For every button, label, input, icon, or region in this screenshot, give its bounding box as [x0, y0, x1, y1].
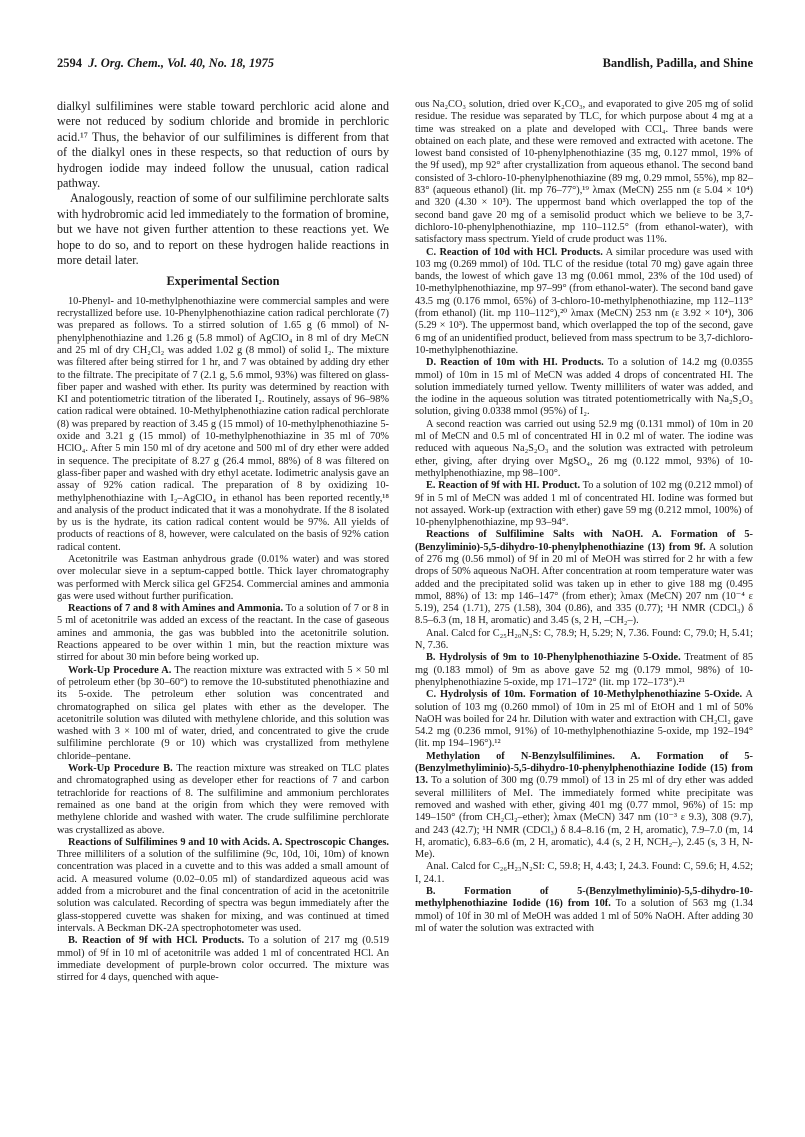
naoh-paragraph [415, 529, 753, 627]
journal-citation: J. Org. Chem., Vol. 40, No. 18, 1975 [88, 56, 275, 70]
formation-16-paragraph [415, 886, 753, 935]
formation-16-heading: B. Formation of 5-(Benzylmethyliminio)-5,5-dihydro-10-methylphenothiazine Iodide (16) from 10f. [415, 886, 753, 910]
workup-a-text: The reaction mixture was extracted with 5 × 50 ml of petroleum ether (bp 30–60°) to remove the 10-substituted phenothiazine and its 5-oxide. The petroleum ether solution was concentrated and chromatographed on silica gel plates with ether as the developer. The acetonitrile solution was diluted with methylene chloride, and this solution was washed with 3 × 100 ml of water, dried, and concentrated to give the crude sulfilimine perchlorate (9 or 10) which was crystallized from methylene chloride–pentane. [57, 664, 389, 762]
methylation-heading: Methylation of N-Benzylsulfilimines. A. Formation of 5-(Benzylmethyliminio)-5,5-dihydro-10-phenylphenothiazine Iodide (15) from 13. [415, 750, 753, 787]
hydrolysis-9m-text: Treatment of 85 mg (0.183 mmol) of 9m as above gave 52 mg (0.179 mmol, 98%) of 10-phenylphenothiazine 5-oxide, mp 171–172° (lit. mp 172–173°).²¹ [415, 652, 754, 688]
methylation-paragraph [415, 751, 753, 862]
second-reaction-paragraph: A second reaction was carried out using 52.9 mg (0.131 mmol) of 10m in 20 ml of MeCN and 0.5 ml of concentrated HI in 0.2 ml of water. The iodine was reduced with aqueous Na₂S₂O₃ and the solution was extracted with petroleum ether, giving, after drying over MgSO₄, 26 mg (0.122 mmol, 93%) of 10-methylphenothiazine, mp 98–100°. [415, 418, 753, 479]
reaction-10d-hcl-paragraph [415, 247, 753, 358]
left-column [57, 99, 389, 984]
reaction-9f-hcl-paragraph [57, 935, 389, 984]
header-left [57, 56, 274, 71]
workup-b-text: The reaction mixture was streaked on TLC plates and chromatographed using as developer ether for reactions of 7 and carbon tetrachloride for reactions of 8. The sulfilimine and ammonium perchlorates remained as one band at the origin from which they were removed with methylene chloride and washed with water. The crude sulfilimine perchlorate was crystallized as above. [57, 763, 389, 836]
intro-paragraph-1: dialkyl sulfilimines were stable toward perchloric acid alone and were not reduced by sodium chloride and bromide in perchloric acid.¹⁷ Thus, the behavior of our sulfilimines is different from that of the dialkyl ones in these respects, so that reduction of ours by hydrogen iodide may indeed follow the unusual, cation radical pathway. [57, 99, 389, 191]
formation-16-text: To a solution of 563 mg (1.34 mmol) of 10f in 30 ml of MeOH was added 1 ml of 50% NaOH. After adding 30 ml of water the solution was extracted with [415, 898, 753, 934]
reactions-paragraph [57, 603, 389, 664]
author-names: Bandlish, Padilla, and Shine [602, 56, 753, 70]
reaction-10m-hi-paragraph [415, 357, 753, 418]
acetonitrile-paragraph: Acetonitrile was Eastman anhydrous grade (0.01% water) and was stored over molecular sieve in a septum-capped bottle. Thick layer chromatography was performed with Merck silica gel GF254. Commercial amines and ammonia gas were used without further purification. [57, 554, 389, 602]
reaction-9f-hi-paragraph [415, 480, 753, 529]
reaction-9f-hi-text: To a solution of 102 mg (0.212 mmol) of 9f in 5 ml of MeCN was added 1 ml of concentrated HI. Iodine was formed but not assayed. Work-up (extraction with ether) gave 59 mg (0.212 mmol, 100%) of 10-phenylphenothiazine, mp 93–94°. [415, 480, 753, 529]
reaction-10d-hcl-text: A similar procedure was used with 103 mg (0.269 mmol) of 10d. TLC of the residue (total 70 mg) gave again three bands, the lowest of which gave 13 mg (0.061 mmol, 23% of the 10d used) of 10-methylphenothiazine, mp 97–99° (from ethanol-water). The second band gave 43.5 mg (0.176 mmol, 65%) of 3-chloro-10-methylphenothiazine, mp 112–113° (from ethanol) (lit. mp 110–112°),²⁰ λmax (MeCN) 253 nm (ε 3.92 × 10⁴), 306 (5.29 × 10³). The uppermost band, which overlapped the top of the second, gave 6 mg of an unidentified product, believed from mass spectrum to be 3,7-dichloro-10-methylphenothiazine. [415, 246, 754, 356]
spectroscopic-paragraph [57, 837, 389, 935]
reaction-10m-hi-text: To a solution of 14.2 mg (0.0355 mmol) of 10m in 15 ml of MeCN was added 4 drops of concentrated HI. The solution immediately turned yellow. Twenty milliliters of water was added, and the iodine in the aqueous solution was titrated potentiometrically with Na₂S₂O₃ solution, giving 0.0338 mmol (95%) of I₂. [415, 357, 753, 418]
workup-b-paragraph [57, 763, 389, 837]
materials-paragraph: 10-Phenyl- and 10-methylphenothiazine were commercial samples and were recrystallized before use. 10-Phenylphenothiazine cation radical perchlorate (7) was prepared as follows. To a stirred solution of 1.65 g (6 mmol) of N-phenylphenothiazine and 1.26 g (5.8 mmol) of AgClO₄ in 8 ml of dry MeCN and 25 ml of dry CH₂Cl₂ was added 1.02 g (8 mmol) of solid I₂. The mixture was filtered after being stirred for 1 hr, and 7 was obtained by adding dry ether to the filtrate. The precipitate of 7 (2.1 g, 5.6 mmol, 93%) was filtered on glass-fiber paper and washed with ether. Its purity was determined by reaction with KI and potentiometric titration of the liberated I₂. Routinely, assays of 96–98% cation radical were obtained. 10-Methylphenothiazine cation radical perchlorate (8) was prepared by reaction of 3.45 g (15 mmol) of 10-methylphenothiazine 5-oxide and 3.21 g (15 mmol) of 10-methylphenothiazine in 35 ml of 70% HClO₄. After 5 min 150 ml of dry acetone and 500 ml of dry ether were added in sequence. The precipitate of 8.27 g (26.4 mmol, 88%) of 8 was filtered on glass-fiber paper and washed with dry ethyl acetate. Iodimetric analysis gave an assay of 92% cation radical. The preparation of 8 by oxidizing 10-methylphenothiazine with I₂–AgClO₄ in ethanol has been reported recently,¹⁸ and analysis of the product indicated that it was a monohydrate. If the 8 isolated by us is the hydrate, its cation radical content would be 97%. All yields of products of reactions of 8, however, were calculated on the basis of 92% cation radical content. [57, 295, 389, 553]
hydrolysis-9m-heading: B. Hydrolysis of 9m to 10-Phenylphenothiazine 5-Oxide. [426, 652, 681, 664]
naoh-text: A solution of 276 mg (0.56 mmol) of 9f in 20 ml of MeOH was stirred for 2 hr with a few drops of 50% aqueous NaOH. After concentration at room temperature water was added and the precipitated solid was taken up in ether to give 188 mg (0.495 mmol, 88%) of 13: mp 146–147° (from ether); λmax (MeCN) 207 nm (10⁻⁴ ε 5.19), 254 (1.71), 275 (1.58), 304 (0.86), and 335 (0.77); ¹H NMR (CDCl₃) δ 8.5–6.3 (m, 18 H, aromatic) and 3.45 (s, 2 H, –CH₂–). [415, 541, 753, 627]
workup-b-heading: Work-Up Procedure B. [68, 763, 173, 775]
reaction-9f-hcl-text: To a solution of 217 mg (0.519 mmol) of 9f in 10 ml of acetonitrile was added 1 ml of concentrated HCl. An immediate development of purple-brown color occurred. The mixture was stirred for 4 days, quenched with aque- [57, 935, 389, 984]
reaction-9f-hcl-heading: B. Reaction of 9f with HCl. Products. [68, 935, 245, 947]
workup-a-paragraph [57, 665, 389, 763]
continuation-paragraph: ous Na₂CO₃ solution, dried over K₂CO₃, and evaporated to give 205 mg of solid residue. The residue was separated by TLC, for which purpose about 4 mg at a time was streaked on a plate and developed with CCl₄. Three bands were obtained on each plate, and these were removed and extracted with acetone. The lowest band consisted of 10-phenylphenothiazine (35 mg, 0.127 mmol, 19% of the 9f used), mp 92° after crystallization from aqueous ethanol. The second band consisted of 3-chloro-10-phenylphenothiazine (89 mg, 0.29 mmol, 55%), mp 82–83° (aqueous ethanol) (lit. mp 76–77°),¹⁹ λmax (MeCN) 255 nm (ε 5.04 × 10⁴) and 320 (4.30 × 10³). The uppermost band which overlapped the top of the second band gave 20 mg of a semisolid product which we believe to be 3,7-dichloro-10-phenylphenothiazine, mp 110–112.5° (from ethanol-water), with satisfactory mass spectrum. Yield of crude product was 11%. [415, 99, 753, 246]
hydrolysis-9m-paragraph [415, 652, 753, 689]
section-heading: Experimental Section [166, 274, 280, 289]
page-number: 2594 [57, 56, 82, 70]
spectroscopic-text: Three milliliters of a solution of the sulfilimine (9c, 10d, 10i, 10m) of known concentration was placed in a cuvette and to this was added a small amount of acid. A measured volume (0.02–0.05 ml) of standardized aqueous acid was added from a microburet and the final concentration of acid in the acetonitrile solution was calculated. Recording of spectra was begun immediately after the glass-stoppered cuvette was shaken for mixing, and was continued at timed intervals. A Beckman DK-2A spectrophotometer was used. [57, 849, 389, 934]
analysis-15-paragraph: Anal. Calcd for C₂₆H₂₃N₂SI: C, 59.8; H, 4.43; I, 24.3. Found: C, 59.6; H, 4.52; I, 24.1. [415, 861, 753, 885]
methylation-text: To a solution of 300 mg (0.79 mmol) of 13 in 25 ml of dry ether was added several milliliters of MeI. The immediately formed white precipitate was removed and washed with ether, giving 401 mg (0.77 mmol, 96%) of 15: mp 149–150° (from CH₂Cl₂–ether); λmax (MeCN) 347 nm (10⁻³ ε 9.3), 308 (9.7), and 243 (42.7); ¹H NMR (CDCl₃) δ 8.4–8.16 (m, 2 H, aromatic), 7.9–7.0 (m, 14 H, aromatic), 6.83–6.6 (m, 2 H, aromatic), 4.4 (s, 2 H, NCH₂–), 2.45 (s, 3 H, N-Me). [415, 775, 754, 861]
workup-a-heading: Work-Up Procedure A. [68, 664, 172, 676]
reaction-10m-hi-heading: D. Reaction of 10m with HI. Products. [426, 357, 604, 369]
running-header [57, 56, 753, 74]
reactions-text: To a solution of 7 or 8 in 5 ml of acetonitrile was added an excess of the reactant. In the case of gaseous amines and ammonia, the gas was bubbled into the acetonitrile solution. Reactions appeared to be over within 1 min, but the reaction mixture was stirred for about 30 min before being worked up. [57, 603, 389, 664]
reaction-9f-hi-heading: E. Reaction of 9f with HI. Product. [426, 480, 581, 492]
naoh-heading: Reactions of Sulfilimine Salts with NaOH. A. Formation of 5-(Benzyliminio)-5,5-dihydro-10-phenylphenothiazine (13) from 9f. [415, 529, 753, 553]
hydrolysis-10m-text: A solution of 103 mg (0.260 mmol) of 10m in 25 ml of EtOH and 1 ml of 50% NaOH was boiled for 24 hr. Dilution with water and extraction with CH₂Cl₂ gave 54.2 mg (0.236 mmol, 91%) of 10-methylphenothiazine 5-oxide, mp 192–194° (lit. mp 194–196°).¹² [415, 689, 753, 750]
right-column [415, 99, 753, 935]
reaction-10d-hcl-heading: C. Reaction of 10d with HCl. Products. [426, 246, 603, 258]
analysis-13-paragraph: Anal. Calcd for C₂₅H₂₀N₂S: C, 78.9; H, 5.29; N, 7.36. Found: C, 79.0; H, 5.41; N, 7.36. [415, 627, 753, 652]
reactions-heading: Reactions of 7 and 8 with Amines and Ammonia. [68, 603, 284, 615]
hydrolysis-10m-paragraph [415, 689, 753, 750]
hydrolysis-10m-heading: C. Hydrolysis of 10m. Formation of 10-Methylphenothiazine 5-Oxide. [426, 689, 743, 701]
spectroscopic-heading: Reactions of Sulfilimines 9 and 10 with Acids. A. Spectroscopic Changes. [68, 836, 389, 848]
intro-paragraph-2: Analogously, reaction of some of our sulfilimine perchlorate salts with hydrobromic acid led immediately to the formation of bromine, but we have not given further attention to these reactions yet. We hope to do so, and to report on these hydrogen halide reactions in more detail later. [57, 191, 389, 268]
